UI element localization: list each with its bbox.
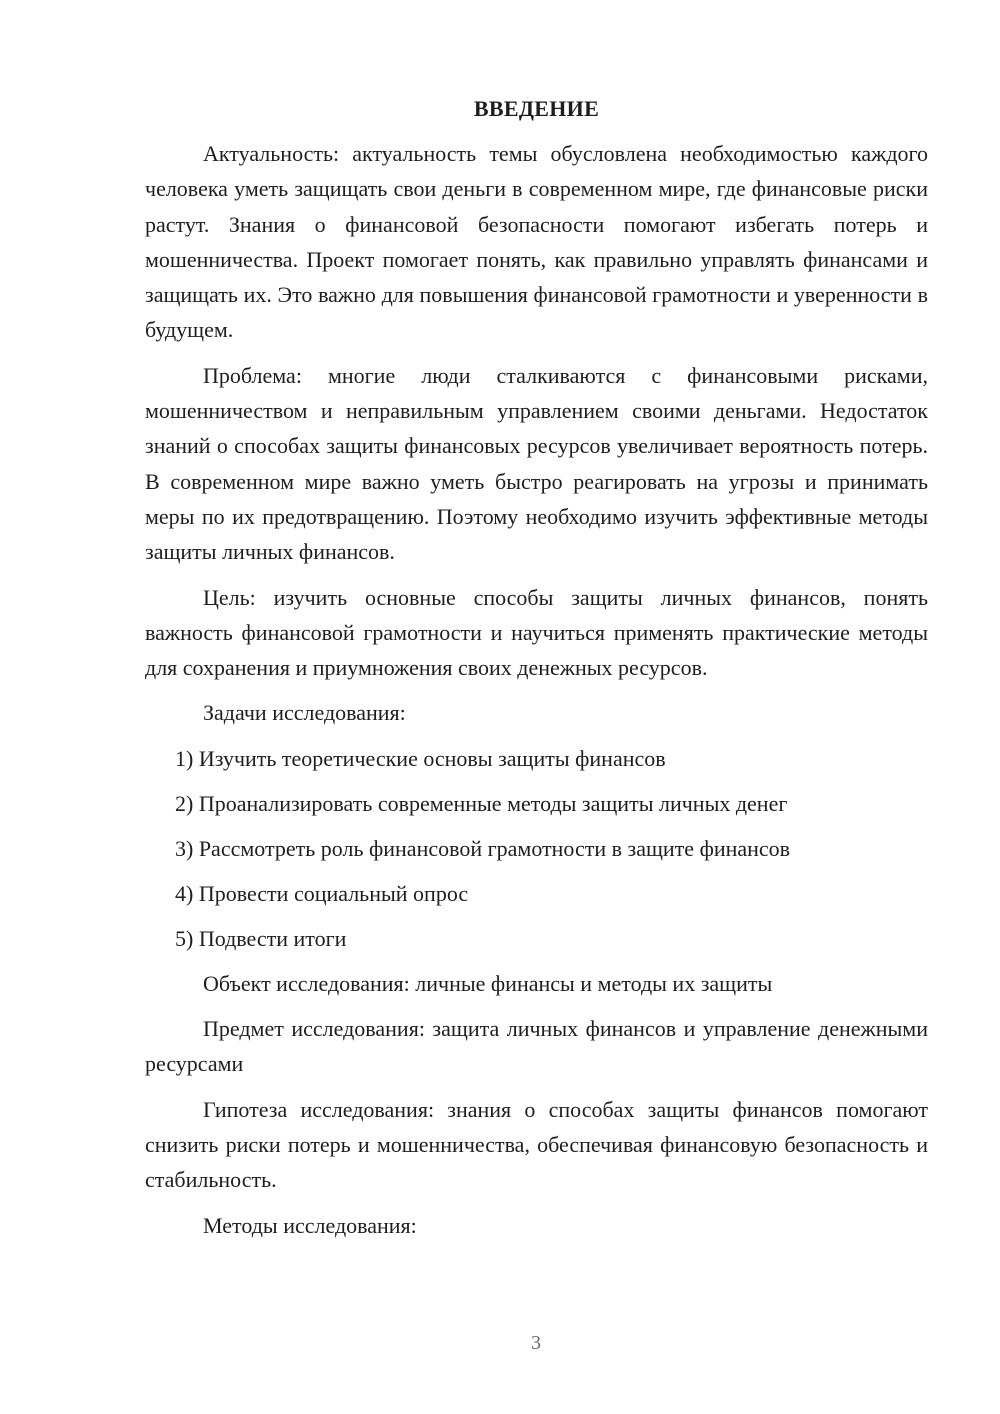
paragraph-subject: Предмет исследования: защита личных финансов и управление денежными ресурсами [145, 1016, 928, 1077]
tasks-heading: Задачи исследования: [203, 700, 406, 726]
list-item: 1) Изучить теоретические основы защиты финансов [175, 745, 666, 771]
tasks-list [145, 741, 928, 956]
list-item: 3) Рассмотреть роль финансовой грамотности в защите финансов [175, 835, 791, 861]
page-title: ВВЕДЕНИЕ [473, 96, 600, 121]
methods-heading: Методы исследования: [203, 1212, 417, 1238]
paragraph-object: Объект исследования: личные финансы и методы их защиты [203, 970, 773, 996]
list-item: 4) Провести социальный опрос [175, 880, 469, 906]
paragraph-hypothesis: Гипотеза исследования: знания о способах защиты финансов помогают снизить риски потерь и мошенничества, обеспечивая финансовую безопасность и стабильность. [145, 1096, 928, 1193]
page-number: 3 [531, 1332, 541, 1354]
document-page [145, 94, 928, 1243]
paragraph-goal: Цель: изучить основные способы защиты личных финансов, понять важность финансовой грамотности и научиться применять практические методы для сохранения и приумножения своих денежных ресурсов. [145, 584, 928, 681]
list-item: 5) Подвести итоги [175, 925, 347, 951]
paragraph-problem: Проблема: многие люди сталкиваются с финансовыми рисками, мошенничеством и неправильным управлением своими деньгами. Недостаток знаний о способах защиты финансовых ресурсов увеличивает вероятность потерь. В современном мире важно уметь быстро реагировать на угрозы и принимать меры по их предотвращению. Поэтому необходимо изучить эффективные методы защиты личных финансов. [145, 362, 928, 565]
paragraph-relevance: Актуальность: актуальность темы обусловлена необходимостью каждого человека уметь защищать свои деньги в современном мире, где финансовые риски растут. Знания о финансовой безопасности помогают избегать потерь и мошенничества. Проект помогает понять, как правильно управлять финансами и защищать их. Это важно для повышения финансовой грамотности и уверенности в будущем. [145, 141, 928, 343]
list-item: 2) Проанализировать современные методы защиты личных денег [175, 790, 788, 816]
